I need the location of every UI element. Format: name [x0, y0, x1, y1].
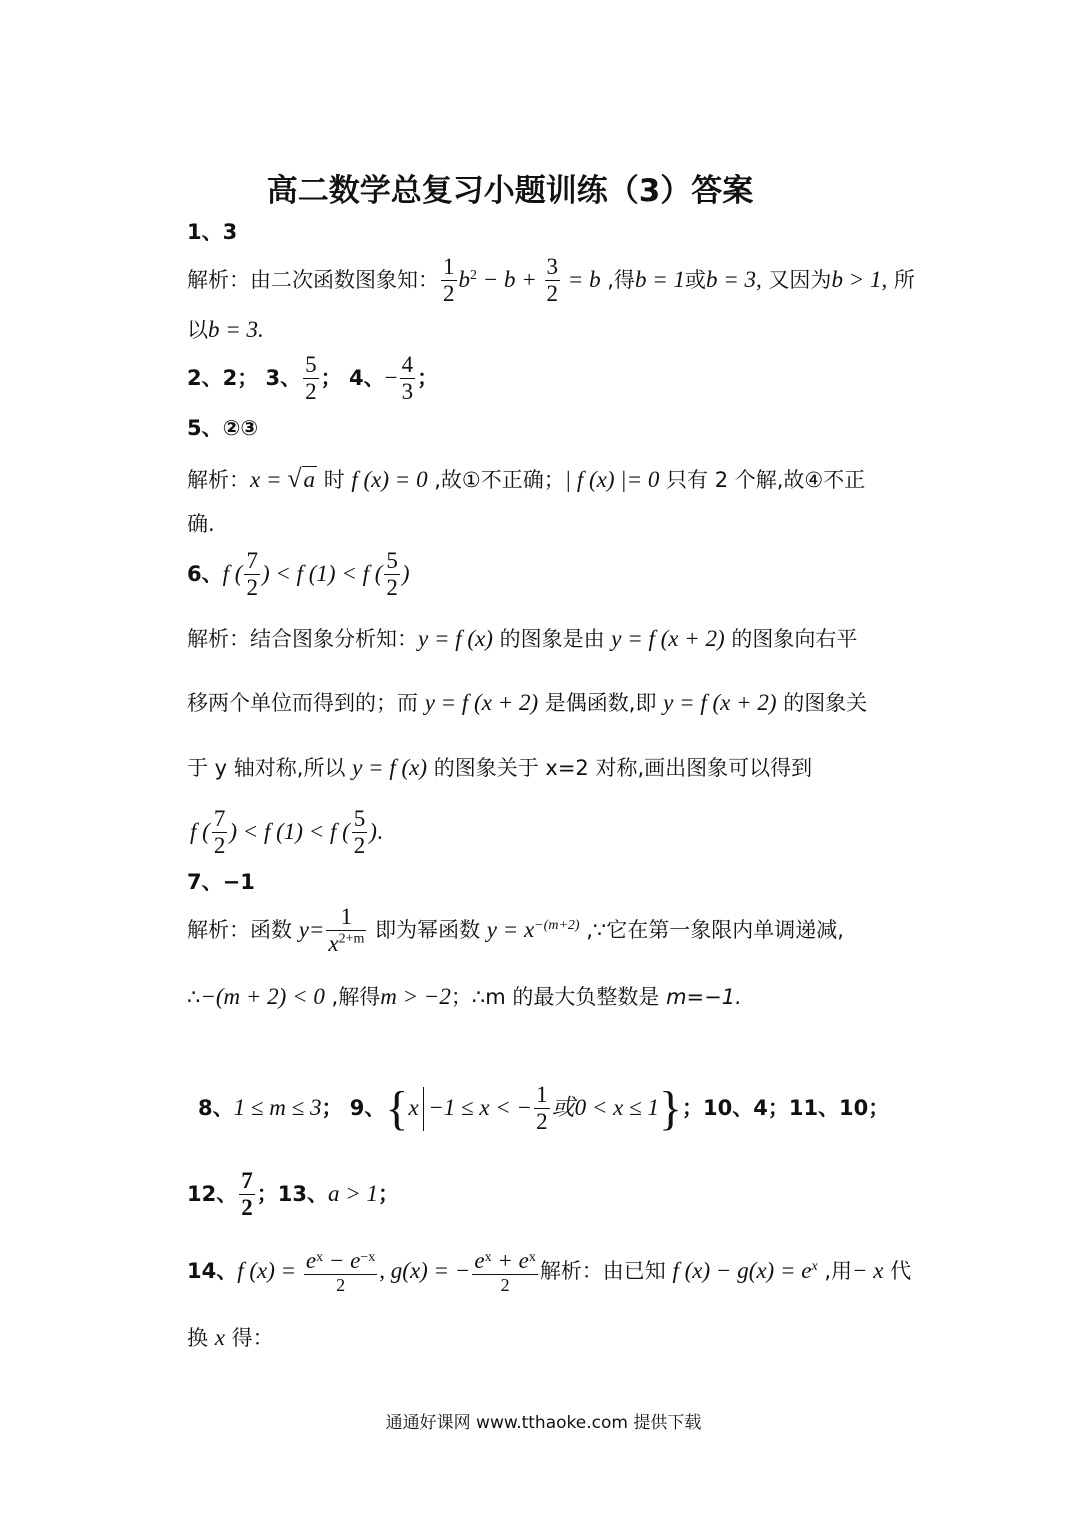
fraction: $\frac{1}{2}$	[536, 1082, 548, 1135]
text: ；	[417, 365, 439, 390]
text: ,∵它在第一象限内单调递减,	[579, 917, 844, 942]
math-term: f (x) =	[237, 1258, 302, 1284]
answers-8-11	[198, 1082, 889, 1136]
answer-14-line-1	[187, 1248, 911, 1296]
math-term: )	[401, 560, 410, 586]
fraction: $\frac{5}{2}$	[386, 548, 398, 601]
left-brace: {	[385, 1081, 409, 1135]
text: 以	[187, 318, 208, 342]
math-term: = b	[562, 266, 601, 292]
fraction: $\frac{e^x - e^{-x}}{2}$	[305, 1248, 376, 1296]
math-term: ) < f (1) < f (	[261, 560, 383, 586]
math-term: | f (x) |= 0	[564, 467, 660, 492]
text: 只有 2 个解,故④不正	[659, 468, 866, 492]
math-term: a > 1	[327, 1180, 378, 1206]
math-term: y = f (x)	[418, 626, 493, 651]
text: ； 4、	[320, 365, 385, 390]
math-term: −1 ≤ x < −	[428, 1094, 533, 1120]
math-term: b > 1,	[831, 266, 888, 292]
solution-label: 解析：结合图象分析知：	[187, 627, 418, 651]
text: 的图象关	[776, 691, 868, 715]
text: ,解得	[324, 985, 381, 1009]
text: 的图象向右平	[724, 627, 858, 651]
text: 于 y 轴对称,所以	[187, 756, 353, 780]
math-term: − b +	[477, 266, 543, 292]
fraction: $\frac{5}{2}$	[353, 806, 366, 859]
solution-label: 解析：函数	[187, 917, 299, 942]
text: ,用	[817, 1259, 853, 1284]
math-term: )	[369, 818, 377, 844]
math-term: ) < f (1) < f (	[229, 818, 350, 844]
math-term: b = 1	[634, 266, 685, 292]
text: 代	[883, 1259, 912, 1284]
math-term: f (x) − g(x) = e	[672, 1258, 812, 1284]
answer-5: 5、②③	[187, 416, 259, 440]
math-term: f (	[190, 818, 210, 844]
fraction: $\frac{3}{2}$	[546, 254, 559, 307]
math-term: b = 3.	[208, 317, 264, 342]
answers-12-13	[187, 1168, 399, 1222]
answer-14-line-2	[187, 1326, 274, 1349]
solution-1-line-2	[187, 318, 264, 341]
exponent: −(m+2)	[534, 917, 580, 933]
solution-5-line-2: 确.	[187, 512, 215, 536]
solution-6-line-3	[187, 756, 812, 779]
right-brace: }	[658, 1081, 682, 1135]
text: 或	[684, 267, 706, 292]
solution-label: 解析：由已知	[539, 1259, 673, 1284]
math-term: f (x) = 0	[351, 467, 428, 492]
exponent: x	[811, 1259, 818, 1275]
text: 移两个单位而得到的；而	[187, 691, 425, 715]
text: 12、	[187, 1181, 238, 1206]
math-term: x	[214, 1325, 225, 1350]
math-term: y = f (x + 2)	[424, 690, 539, 715]
math-term: x	[328, 931, 339, 957]
answers-2-4	[187, 352, 438, 406]
math-term: y=	[298, 916, 325, 942]
solution-6-line-4	[190, 806, 383, 860]
math-term: − x	[852, 1258, 884, 1284]
solution-7-line-1	[187, 904, 844, 958]
math-term: b = 3,	[705, 266, 762, 292]
fraction: $\frac{1}{x^{2+m}}$	[328, 904, 365, 957]
math-term: −(m + 2) < 0	[200, 984, 325, 1009]
math-term: 或0 < x ≤ 1	[551, 1094, 659, 1120]
text: 14、	[187, 1259, 238, 1284]
math-term: y = f (x + 2)	[611, 626, 725, 651]
answer-7: 7、−1	[187, 870, 255, 894]
minus-sign: −	[384, 364, 398, 390]
period: .	[376, 818, 383, 844]
fraction: $\frac{e^x + e^x}{2}$	[474, 1248, 536, 1296]
text: 换	[187, 1326, 215, 1350]
math-term: x =	[250, 467, 288, 492]
text: 是偶函数,即	[538, 691, 664, 715]
math-term: m=−1.	[666, 985, 742, 1009]
text: ；10、4；11、10；	[682, 1095, 890, 1120]
text: 的图象是由	[492, 627, 612, 651]
fraction: $\frac{7}{2}$	[241, 1168, 253, 1221]
text: 8、	[198, 1095, 234, 1120]
solution-6-line-1	[187, 627, 857, 650]
fraction: $\frac{7}{2}$	[246, 548, 258, 601]
page-title: 高二数学总复习小题训练（3）答案	[266, 173, 754, 209]
text: ； 9、	[321, 1095, 386, 1120]
text: 所	[887, 267, 915, 292]
text: ；∴m 的最大负整数是	[450, 985, 667, 1009]
math-term: b	[458, 266, 470, 292]
fraction: $\frac{4}{3}$	[401, 352, 414, 405]
solution-label: 解析：	[187, 468, 250, 492]
math-term: y = f (x + 2)	[663, 690, 777, 715]
text: ；	[378, 1181, 399, 1206]
fraction: $\frac{1}{2}$	[443, 254, 455, 307]
exponent: 2+m	[338, 931, 365, 947]
answer-6	[187, 548, 410, 602]
solution-1-line-1	[187, 254, 915, 308]
text: 6、	[187, 561, 223, 586]
exponent: 2	[470, 267, 477, 283]
text: 得：	[224, 1326, 274, 1350]
text: ,故①不正确；	[427, 468, 565, 492]
math-term: y = f (x)	[352, 755, 428, 780]
answer-1: 1、3	[187, 220, 238, 244]
text: ；13、	[256, 1181, 328, 1206]
text: 即为幂函数	[368, 917, 487, 942]
radicand: a	[303, 467, 316, 492]
text: 又因为	[761, 267, 832, 292]
page-footer: 通通好课网 www.tthaoke.com 提供下载	[385, 1413, 702, 1433]
text: ∴	[187, 985, 201, 1009]
set-divider	[423, 1087, 425, 1131]
solution-label: 解析：由二次函数图象知：	[187, 267, 439, 292]
math-term: f (	[222, 560, 243, 586]
text: 2、2； 3、	[187, 365, 302, 390]
math-term: y = x	[486, 916, 535, 942]
math-term: x	[408, 1094, 419, 1120]
solution-7-line-2	[187, 985, 742, 1008]
math-term: , g(x) = −	[379, 1258, 471, 1284]
sqrt-sign: √	[287, 464, 302, 493]
math-term: m > −2	[380, 984, 451, 1009]
solution-5-line-1	[187, 466, 865, 492]
text: ,得	[600, 267, 635, 292]
solution-6-line-2	[187, 691, 867, 714]
fraction: $\frac{7}{2}$	[213, 806, 226, 859]
text: 的图象关于 x=2 对称,画出图象可以得到	[427, 756, 813, 780]
text: 时	[317, 468, 352, 492]
fraction: $\frac{5}{2}$	[305, 352, 317, 405]
math-term: 1 ≤ m ≤ 3	[233, 1094, 322, 1120]
